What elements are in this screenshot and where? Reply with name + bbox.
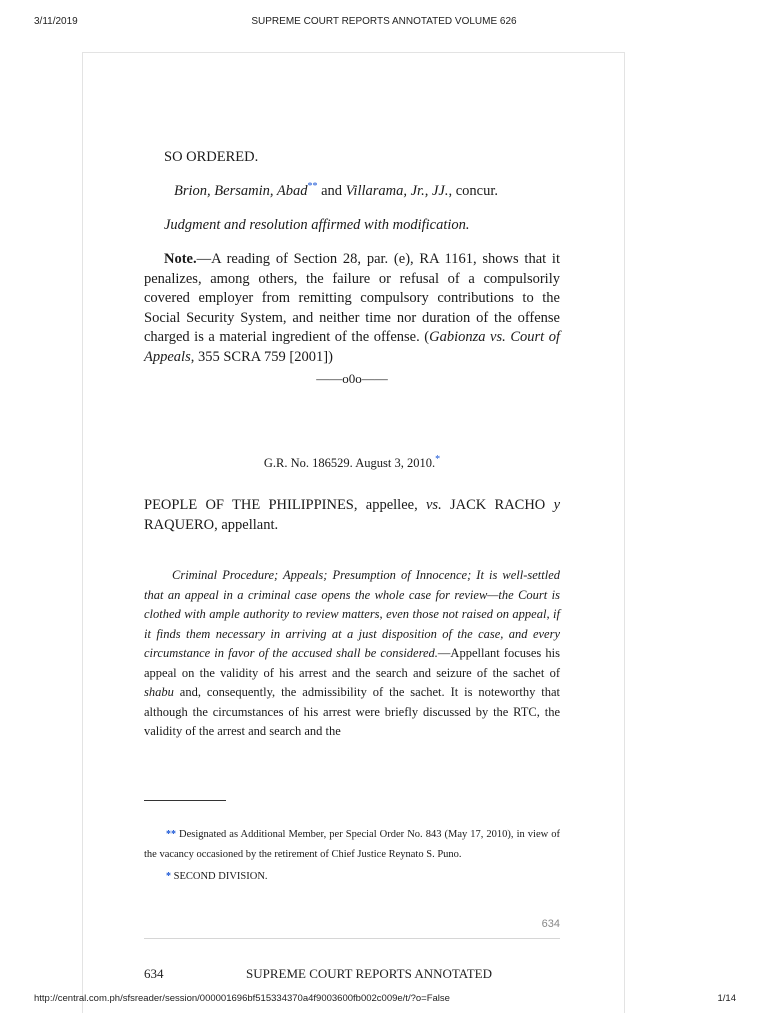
print-url: http://central.com.ph/sfsreader/session/000001696bf515334370a4f9003600fb002c009e/t/?o=False [34,993,450,1004]
case-number [144,454,560,474]
footnote-1-text: Designated as Additional Member, per Special Order No. 843 (May 17, 2010), in view of the vacancy occasioned by the retirement of Chief Justice Reynato S. Puno. [144,829,560,860]
parties-part-3: RAQUERO, appellant. [144,517,279,533]
parties-part-1: PEOPLE OF THE PHILIPPINES, appellee, [144,497,426,513]
concurring-justices [174,182,590,202]
note-paragraph [144,250,560,367]
concur-text: , concur. [448,183,498,199]
footnote-divider [144,800,226,801]
footnote-1 [144,825,560,865]
case-number-text: G.R. No. 186529. August 3, 2010. [263,456,436,470]
print-pager: 1/14 [717,993,736,1004]
case-parties [144,495,560,535]
note-text-2: , 355 SCRA 759 [2001]) [190,348,333,365]
footnote-ref-star[interactable]: * [435,453,441,465]
print-header [0,16,768,32]
running-head-title: SUPREME COURT REPORTS ANNOTATED [246,966,492,981]
so-ordered: SO ORDERED. [164,149,259,165]
synopsis-shabu: shabu [144,685,174,699]
parties-vs: vs. [425,497,442,513]
print-title: SUPREME COURT REPORTS ANNOTATED VOLUME 626 [251,16,517,27]
print-footer [0,993,768,1009]
section-separator: ——o0o—— [316,371,388,386]
justices-names: Brion, Bersamin, Abad [174,183,308,199]
judgment-line: Judgment and resolution affirmed with modification. [164,217,470,233]
page-divider [144,938,560,939]
print-date: 3/11/2019 [34,16,78,27]
note-text-1: —A reading of Section 28, par. (e), RA 1161, shows that it penalizes, among others, the failure or refusal of a compulsorily covered employer from remitting compulsory contributions to the Social Security System, and neither time nor duration of the offense charged is a material ingredient of the offense. ( [144,251,560,345]
note-label: Note. [164,251,197,267]
footnote-2-mark: * [166,871,171,882]
synopsis-italic-head: Criminal Procedure; Appeals; Presumption of Innocence; It is well-settled that an appeal in a criminal case opens the whole case for review—the Court is clothed with ample authority to review matters, even those not raised on appeal, if it finds them necessary in arriving at a just disposition of the case, and every circumstance in favor of the accused shall be considered. [144,568,560,660]
synopsis-text-1: —Appellant focuses his appeal on the validity of his arrest and the search and seizure of the sachet of [144,646,560,680]
page-number: 634 [541,918,560,930]
footnote-ref-double-star[interactable]: ** [307,181,318,193]
synopsis-text-2: and, consequently, the admissibility of the sachet. It is noteworthy that although the circumstances of his arrest were briefly discussed by the RTC, the validity of the arrest and search and the [144,685,560,738]
parties-y: y [553,497,560,513]
note-citation: Gabionza vs. Court of Appeals [144,329,560,365]
footnote-1-mark: ** [166,829,176,840]
running-head-page: 634 [144,966,164,981]
footnote-2-text: SECOND DIVISION. [171,871,268,882]
parties-part-2: JACK RACHO [441,497,554,513]
concur-and: and [317,183,346,199]
villarama-name: Villarama, Jr., JJ. [345,183,449,199]
synopsis-paragraph [144,566,560,742]
footnote-2 [166,869,582,885]
